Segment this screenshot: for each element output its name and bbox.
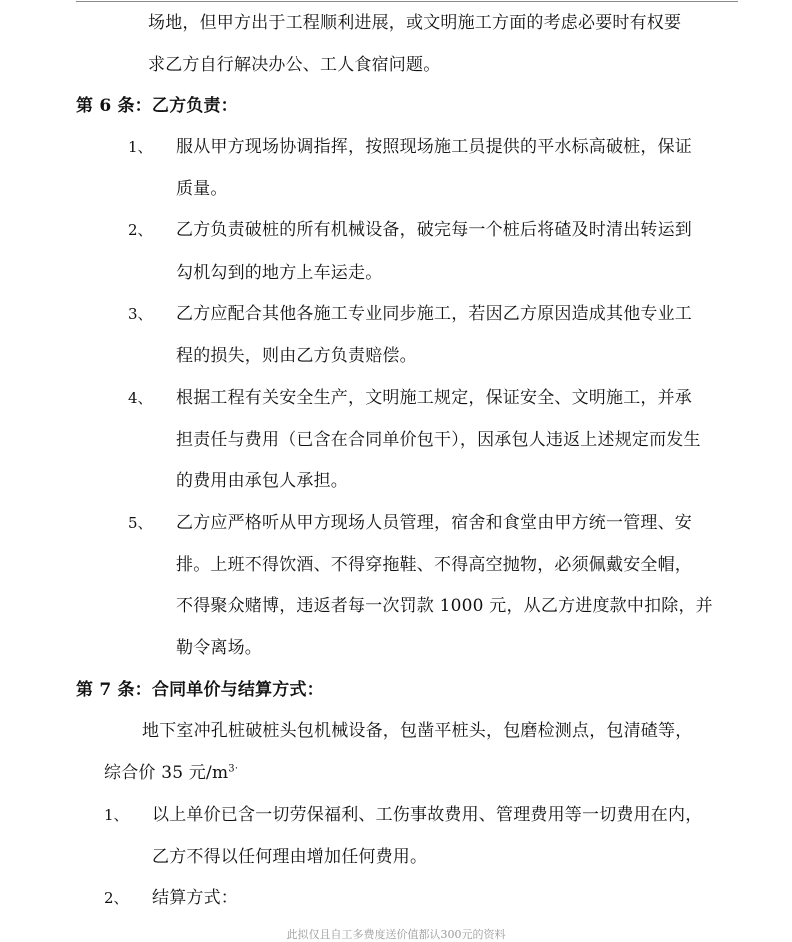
list-number: 1、 — [128, 138, 153, 156]
header-rule — [76, 1, 738, 2]
price-text: 综合价 35 元/m — [104, 763, 229, 783]
list-item-line: 勒令离场。 — [176, 638, 262, 658]
list-item-line: 的费用由承包人承担。 — [176, 471, 348, 491]
list-item-line: 乙方应配合其他各施工专业同步施工，若因乙方原因造成其他专业工 — [176, 304, 692, 324]
paragraph-line: 地下室冲孔桩破桩头包机械设备，包凿平桩头，包磨检测点，包清碴等， — [142, 721, 693, 741]
paragraph-line: 场地，但甲方出于工程顺利进展，或文明施工方面的考虑必要时有权要 — [148, 13, 682, 33]
article-7-heading: 第 7 条：合同单价与结算方式： — [76, 680, 324, 700]
list-item-line: 排。上班不得饮酒、不得穿拖鞋、不得高空抛物，必须佩戴安全帽， — [176, 555, 692, 575]
list-item-line: 勾机勾到的地方上车运走。 — [176, 263, 383, 283]
list-item-line: 根据工程有关安全生产，文明施工规定，保证安全、文明施工，并承 — [176, 388, 692, 408]
article-6-heading: 第 6 条：乙方负责： — [76, 96, 238, 116]
list-item-line: 不得聚众赌博，违返者每一次罚款 1000 元，从乙方进度款中扣除，并 — [176, 596, 713, 616]
list-number: 3、 — [128, 305, 153, 323]
list-item-line: 乙方不得以任何理由增加任何费用。 — [152, 847, 428, 867]
list-number: 5、 — [128, 514, 153, 532]
price-line — [104, 761, 238, 785]
list-item-line: 乙方负责破桩的所有机械设备，破完每一个桩后将碴及时清出转运到 — [176, 220, 692, 240]
list-number: 2、 — [128, 221, 153, 239]
paragraph-line: 求乙方自行解决办公、工人食宿问题。 — [148, 55, 441, 75]
list-number: 1、 — [104, 806, 129, 824]
unit-superscript: 3· — [228, 763, 239, 775]
page-footer: 此拟仅且自工多费度送价值都认300元的资料 — [286, 928, 506, 941]
list-item-line: 质量。 — [176, 179, 228, 199]
list-item-line: 服从甲方现场协调指挥，按照现场施工员提供的平水标高破桩，保证 — [176, 137, 692, 157]
list-item-line: 程的损失，则由乙方负责赔偿。 — [176, 346, 417, 366]
list-item-line: 担责任与费用（已含在合同单价包干），因承包人违返上述规定而发生 — [176, 430, 701, 450]
list-item-line: 乙方应严格听从甲方现场人员管理，宿舍和食堂由甲方统一管理、安 — [176, 513, 692, 533]
list-item-line: 以上单价已含一切劳保福利、工伤事故费用、管理费用等一切费用在内， — [152, 805, 703, 825]
list-number: 2、 — [104, 889, 129, 907]
list-item-line: 结算方式： — [152, 888, 238, 908]
list-number: 4、 — [128, 389, 153, 407]
